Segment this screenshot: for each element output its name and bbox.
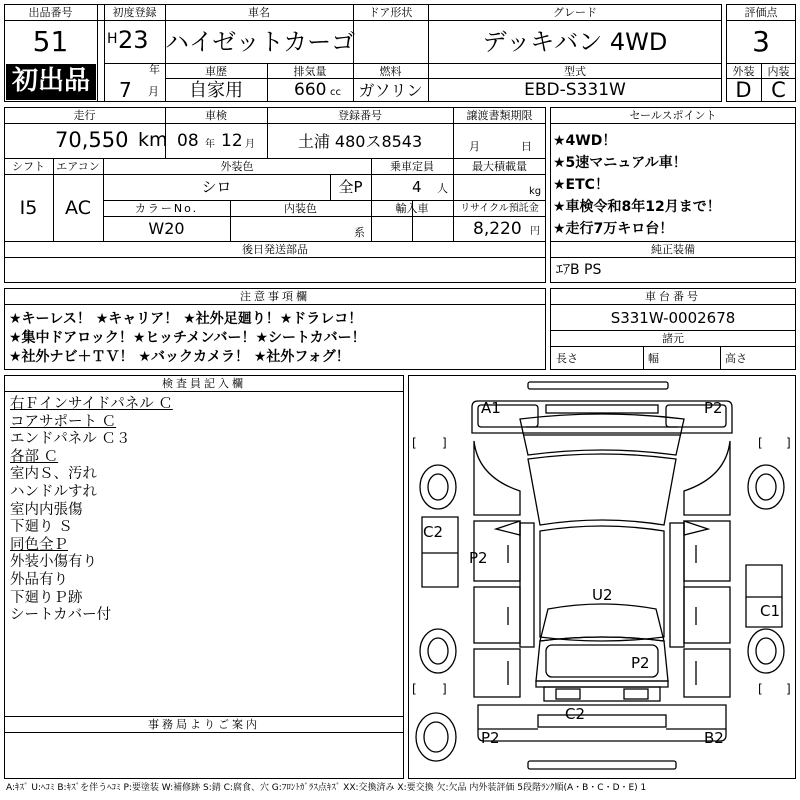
svg-text:[: [ — [412, 436, 417, 450]
ext-grade-value: D — [735, 78, 752, 102]
color-type-value: 全P — [338, 178, 363, 196]
svg-text:]: ] — [786, 436, 791, 450]
inspector-note-line: ハンドルすれ — [10, 483, 97, 500]
inspector-note-line: シートカバー付 — [10, 607, 112, 624]
car-name: ハイゼットカーゴ — [165, 28, 356, 56]
transfer-day: 日 — [521, 140, 532, 153]
interior-color-label: 内装色 — [284, 202, 317, 215]
inspector-label: 検査員記入欄 — [162, 377, 246, 390]
color-no-value: W20 — [148, 219, 185, 238]
standard-equipment-value: ｴｱB PS — [556, 262, 602, 278]
interior-color-suffix: 系 — [354, 226, 365, 239]
plate-value: 土浦 480ス8543 — [297, 132, 423, 151]
car-name-label: 車名 — [248, 6, 270, 19]
sales-points-list — [553, 130, 793, 240]
exterior-color-value: シロ — [201, 178, 232, 196]
max-load-label: 最大積載量 — [472, 160, 527, 173]
color-no-label: カラーNo. — [134, 202, 199, 215]
mark-p2-front-right: P2 — [704, 399, 723, 417]
displacement-value: 660 — [294, 80, 327, 100]
dimensions-label: 諸元 — [662, 332, 684, 345]
inspection-month: 12 — [221, 131, 243, 151]
mileage-value: 70,550 — [55, 128, 129, 152]
lot-number-label: 出品番号 — [28, 6, 73, 19]
month-unit: 月 — [148, 85, 159, 98]
sales-point-item: ★4WD！ — [553, 133, 617, 149]
inspection-label: 車検 — [205, 109, 227, 122]
history-label: 車歴 — [205, 65, 227, 78]
mark-a1: A1 — [481, 399, 501, 417]
inspector-notes-list — [10, 396, 400, 625]
sales-point-item: ★ETC！ — [553, 177, 609, 193]
capacity-label: 乗車定員 — [390, 160, 434, 173]
lot-number: 51 — [32, 25, 69, 58]
displacement-unit: cc — [330, 87, 341, 98]
model-value: EBD-S331W — [524, 80, 626, 100]
height-label: 高さ — [725, 352, 747, 365]
svg-text:]: ] — [442, 682, 447, 696]
inspector-note-line: コアサポート Ｃ — [10, 413, 117, 430]
int-grade-value: C — [771, 78, 786, 102]
sales-points-label: セールスポイント — [629, 109, 717, 122]
import-label: 輸入車 — [395, 202, 429, 215]
inspection-month-unit: 月 — [245, 139, 255, 150]
shift-value: I5 — [19, 197, 38, 219]
notes-list — [9, 310, 544, 367]
ac-value: AC — [65, 197, 91, 219]
inspector-note-line: 下廻り Ｓ — [10, 519, 73, 536]
mileage-unit: km — [138, 129, 168, 151]
office-notice-label: 事務局よりご案内 — [148, 718, 260, 731]
inspection-year: 08 — [177, 131, 199, 151]
first-reg-month: 7 — [119, 78, 132, 102]
mark-b2-rear-right: B2 — [704, 729, 724, 747]
inspector-note-line: エンドパネル Ｃ３ — [10, 431, 131, 448]
grade-label: グレード — [553, 6, 597, 19]
sales-point-item: ★5速マニュアル車！ — [553, 155, 687, 171]
recycle-label: リサイクル預託金 — [460, 203, 539, 214]
history-value: 自家用 — [189, 80, 243, 101]
int-grade-label: 内装 — [767, 65, 790, 78]
plate-label: 登録番号 — [338, 109, 382, 122]
first-listing-text: 初出品 — [11, 66, 90, 96]
mark-c2-rear: C2 — [565, 705, 586, 723]
fuel-label: 燃料 — [379, 65, 402, 78]
fuel-value: ガソリン — [358, 81, 423, 100]
door-label: ドア形状 — [368, 6, 413, 19]
svg-text:[: [ — [412, 682, 417, 696]
legend-footer: A:ｷｽﾞ U:ﾍｺﾐ B:ｷｽﾞを伴うﾍｺﾐ P:要塗装 W:補修跡 S:錆 C:腐食、穴 G:ﾌﾛﾝﾄｶﾞﾗｽ点ｷｽﾞ XX:交換済み X:要交換 欠:欠品 内外装評価 5段階ﾗﾝｸ順(A・B・C・D・E) 1 — [6, 783, 647, 793]
svg-text:[: [ — [758, 436, 763, 450]
inspector-note-line: 室内内張傷 — [10, 501, 83, 518]
score-label: 評価点 — [744, 6, 778, 19]
inspector-note-line: 同色全Ｐ — [10, 536, 68, 553]
chassis-label: 車台番号 — [645, 290, 701, 303]
mark-p2-rear-left: P2 — [481, 729, 500, 747]
notes-label: 注意事項欄 — [240, 290, 310, 303]
model-label: 型式 — [564, 65, 586, 78]
sales-point-item: ★走行7万キロ台！ — [553, 221, 674, 237]
standard-equipment-label: 純正装備 — [651, 243, 695, 256]
svg-text:]: ] — [442, 436, 447, 450]
car-body-diagram — [408, 375, 796, 779]
width-label: 幅 — [648, 352, 659, 365]
capacity-value: 4 — [412, 178, 422, 196]
transfer-month: 月 — [469, 140, 480, 153]
inspector-note-line: 各部 Ｃ — [10, 448, 59, 465]
note-line: ★キーレス！ ★キャリア！ ★社外足廻り！★ドラレコ！ — [9, 311, 363, 327]
transfer-label: 譲渡書類期限 — [466, 109, 533, 122]
ext-grade-label: 外装 — [732, 65, 755, 78]
mark-p2-left-door: P2 — [469, 549, 488, 567]
chassis-number: S331W-0002678 — [610, 309, 736, 327]
exterior-color-label: 外装色 — [220, 160, 254, 173]
first-reg-year: 23 — [118, 26, 149, 54]
note-line: ★集中ドアロック！★ヒッチメンバー！★シートカバー！ — [9, 330, 366, 346]
length-label: 長さ — [556, 352, 578, 365]
inspector-note-line: 外装小傷有り — [10, 554, 97, 571]
mark-c2-left: C2 — [423, 523, 444, 541]
inspector-note-line: 室内Ｓ、汚れ — [10, 466, 97, 483]
displacement-label: 排気量 — [293, 65, 327, 78]
svg-text:]: ] — [786, 682, 791, 696]
mark-p2-rear-bed: P2 — [631, 654, 650, 672]
grade-value: デッキバン 4WD — [482, 28, 668, 56]
inspector-note-line: 外品有り — [10, 571, 68, 588]
capacity-unit: 人 — [437, 182, 448, 195]
sales-point-item: ★車検令和8年12月まで！ — [553, 199, 721, 215]
recycle-value: 8,220 — [473, 219, 522, 239]
year-unit: 年 — [149, 63, 160, 76]
svg-text:[: [ — [758, 682, 763, 696]
later-parts-label: 後日発送部品 — [242, 243, 308, 256]
shift-label: シフト — [12, 160, 45, 173]
inspector-note-line: 右Ｆインサイドパネル Ｃ — [10, 396, 173, 412]
first-reg-label: 初度登録 — [112, 6, 157, 19]
ac-label: エアコン — [56, 160, 100, 173]
inspector-note-line: 下廻りＰ跡 — [10, 589, 83, 606]
mark-c1-right: C1 — [760, 602, 781, 620]
recycle-unit: 円 — [530, 226, 540, 237]
era-letter: H — [107, 31, 118, 47]
mileage-label: 走行 — [73, 109, 96, 122]
mark-u2-roof: U2 — [592, 586, 613, 604]
score-value: 3 — [752, 25, 770, 58]
inspection-year-unit: 年 — [205, 139, 215, 150]
max-load-unit: kg — [529, 186, 542, 197]
note-line: ★社外ナビ＋ＴＶ！ ★バックカメラ！ ★社外フォグ！ — [9, 349, 350, 365]
